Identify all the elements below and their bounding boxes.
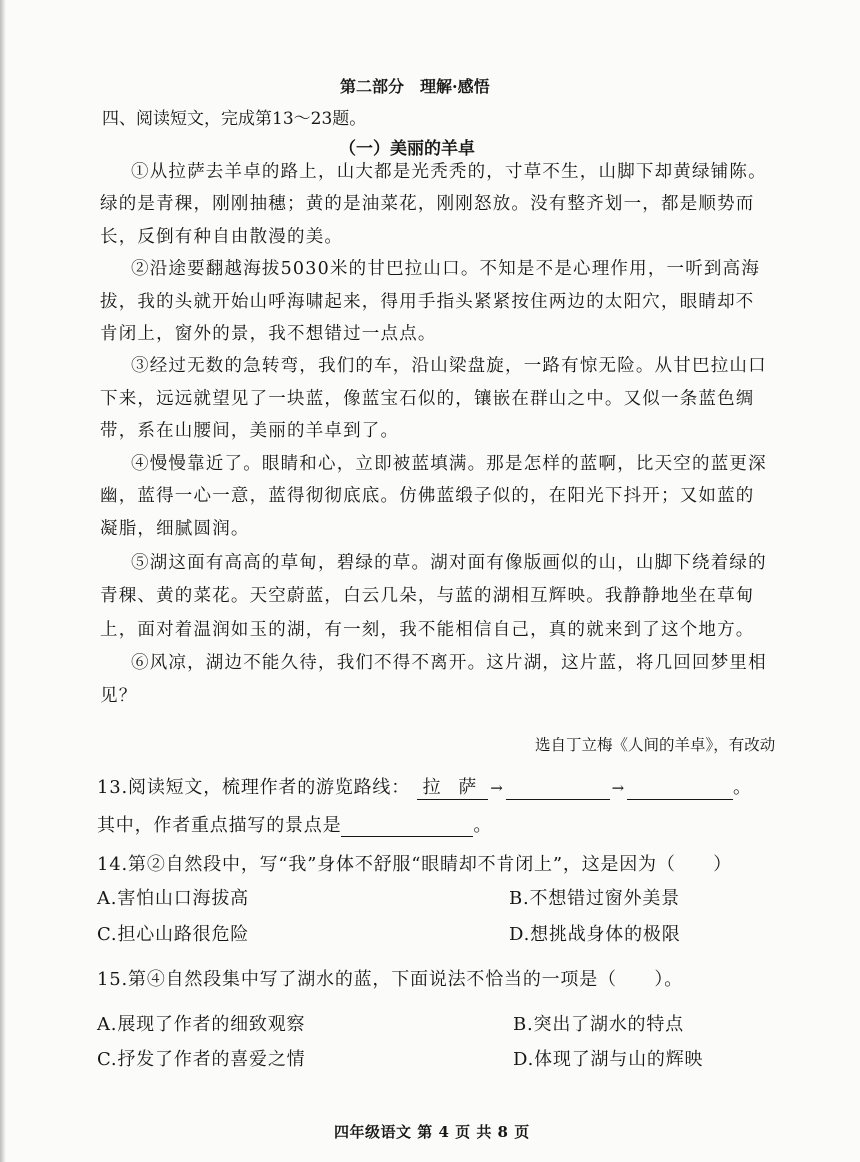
- question-14-option-a[interactable]: A.害怕山口海拔高: [97, 888, 249, 909]
- passage-line: 长，反倒有种自由散漫的美。: [100, 227, 344, 247]
- question-15-option-c[interactable]: C.抒发了作者的喜爱之情: [97, 1049, 306, 1070]
- question-14-option-c[interactable]: C.担心山路很危险: [97, 924, 250, 945]
- question-15-option-b[interactable]: B.突出了湖水的特点: [513, 1014, 684, 1035]
- passage-line: 上，面对着温润如玉的湖，有一刻，我不能相信自己，真的就来到了这个地方。: [100, 620, 755, 640]
- passage-line: 拔，我的头就开始山呼海啸起来，得用手指头紧紧按住两边的太阳穴，眼睛却不: [100, 292, 755, 312]
- question-13-end: 。: [733, 777, 752, 798]
- passage-line: 见？: [100, 686, 138, 706]
- question-13-subtext: 其中，作者重点描写的景点是: [97, 815, 342, 836]
- question-15-text: 15.第④自然段集中写了湖水的蓝，下面说法不恰当的一项是（ ）。: [97, 969, 684, 990]
- passage-line: 青稞、黄的菜花。天空蔚蓝，白云几朵，与蓝的湖相互辉映。我静静地坐在草甸: [100, 586, 755, 606]
- route-arrow: →: [490, 779, 504, 797]
- passage-line: 带，系在山腰间，美丽的羊卓到了。: [100, 421, 400, 441]
- passage-line: ②沿途要翻越海拔5030米的甘巴拉山口。不知是不是心理作用，一听到高海: [131, 259, 761, 279]
- passage-line: 绿的是青稞，刚刚抽穗；黄的是油菜花，刚刚怒放。没有整齐划一，都是顺势而: [100, 194, 755, 214]
- key-scenery-blank[interactable]: [341, 818, 473, 837]
- passage-line: 幽，蓝得一心一意，蓝得彻彻底底。仿佛蓝缎子似的，在阳光下抖开；又如蓝的: [100, 486, 755, 506]
- passage-line: ④慢慢靠近了。眼睛和心，立即被蓝填满。那是怎样的蓝啊，比天空的蓝更深: [131, 454, 767, 474]
- passage-line: ①从拉萨去羊卓的路上，山大都是光秃秃的，寸草不生，山脚下却黄绿铺陈。: [131, 162, 767, 182]
- question-13-line-1: [97, 773, 752, 800]
- passage-line: ⑤湖这面有高高的草甸，碧绿的草。湖对面有像版画似的山，山脚下绕着绿的: [131, 553, 767, 573]
- question-14-text: 14.第②自然段中，写“我”身体不舒服“眼睛却不肯闭上”，这是因为（ ）: [97, 854, 733, 875]
- route-stop-3-blank[interactable]: [627, 781, 733, 800]
- route-stop-1-answer[interactable]: 拉 萨: [417, 773, 489, 800]
- passage-source: 选自丁立梅《人间的羊卓》，有改动: [535, 736, 776, 754]
- question-14-option-d[interactable]: D.想挑战身体的极限: [509, 924, 681, 945]
- passage-line: ③经过无数的急转弯，我们的车，沿山梁盘旋，一路有惊无险。从甘巴拉山口: [131, 356, 767, 376]
- question-15-option-a[interactable]: A.展现了作者的细致观察: [97, 1014, 306, 1035]
- section-title: 第二部分 理解·感悟: [340, 77, 490, 96]
- question-13-subend: 。: [473, 815, 493, 836]
- question-13-line-2: [97, 811, 492, 837]
- passage-title: （一）美丽的羊卓: [339, 139, 475, 159]
- passage-line: 下来，远远就望见了一块蓝，像蓝宝石似的，镶嵌在群山之中。又似一条蓝色绸: [100, 389, 755, 409]
- passage-line: ⑥风凉，湖边不能久待，我们不得不离开。这片湖，这片蓝，将几回回梦里相: [131, 653, 767, 673]
- passage-line: 凝脂，细腻圆润。: [100, 519, 250, 539]
- reading-instruction: 四、阅读短文，完成第13～23题。: [102, 109, 367, 129]
- question-14-option-b[interactable]: B.不想错过窗外美景: [509, 888, 680, 909]
- passage-line: 肯闭上，窗外的景，我不想错过一点点。: [100, 324, 437, 344]
- page-footer: 四年级语文 第 4 页 共 8 页: [334, 1123, 530, 1141]
- scan-edge-shadow: [0, 0, 6, 1162]
- question-13-text: 13.阅读短文，梳理作者的游览路线：: [97, 777, 411, 798]
- route-arrow: →: [611, 779, 626, 797]
- question-15-option-d[interactable]: D.体现了湖与山的辉映: [513, 1049, 704, 1070]
- route-stop-2-blank[interactable]: [506, 781, 610, 800]
